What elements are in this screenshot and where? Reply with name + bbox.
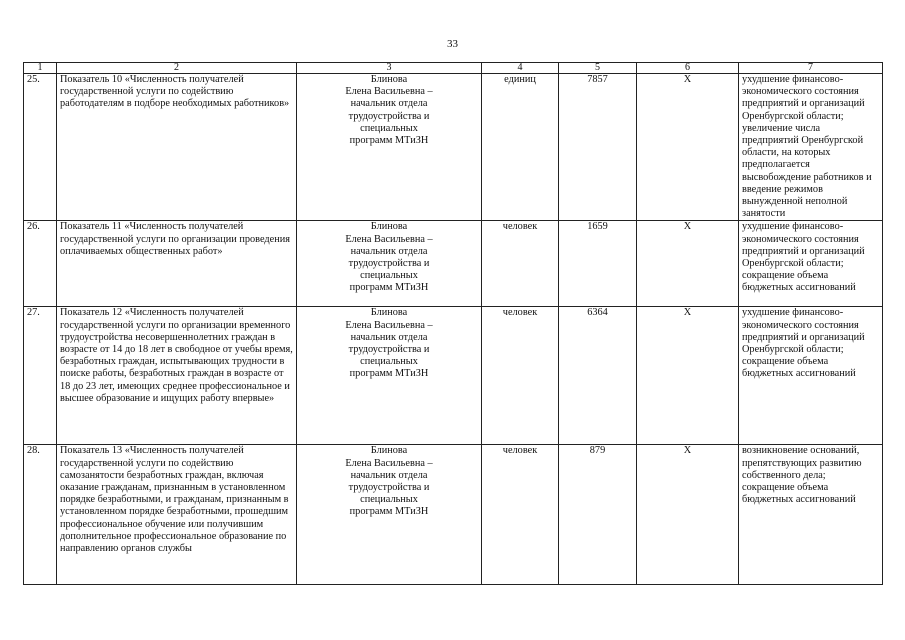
risks-cell: ухудшение финансово-экономического состояния предприятий и организаций Оренбургской области; сокращение объема бюджетных ассигнований	[739, 307, 883, 445]
risks-cell: ухудшение финансово-экономического состояния предприятий и организаций Оренбургской области; сокращение объема бюджетных ассигнований	[739, 221, 883, 307]
responsible-cell: Блинова Елена Васильевна – начальник отдела трудоустройства и специальных программ МТиЗН	[297, 74, 482, 221]
table-header-row	[24, 63, 883, 74]
value-cell: 6364	[559, 307, 637, 445]
mark-cell: Х	[637, 74, 739, 221]
value-cell: 1659	[559, 221, 637, 307]
value-cell: 879	[559, 445, 637, 585]
mark-cell: Х	[637, 445, 739, 585]
row-number: 26.	[24, 221, 57, 307]
column-header: 7	[739, 63, 883, 74]
responsible-cell: Блинова Елена Васильевна – начальник отдела трудоустройства и специальных программ МТиЗН	[297, 221, 482, 307]
table-row	[24, 74, 883, 221]
risks-cell: ухудшение финансово-экономического состояния предприятий и организаций Оренбургской области; увеличение числа предприятий Оренбургской области, на которых предполагается высвобождение работников и введение режимов вынужденной неполной занятости	[739, 74, 883, 221]
indicator-cell: Показатель 13 «Численность получателей государственной услуги по содействию самозанятости безработных граждан, включая оказание гражданам, признанным в установленном порядке безработными, и гражданам, признанным в установленном порядке безработными, прошедшим профессиональное обучение или получившим дополнительное профессиональное образование по направлению органов службы	[57, 445, 297, 585]
column-header: 2	[57, 63, 297, 74]
indicator-cell: Показатель 10 «Численность получателей государственной услуги по содействию работодателям в подборе необходимых работников»	[57, 74, 297, 221]
column-header: 5	[559, 63, 637, 74]
unit-cell: человек	[482, 221, 559, 307]
responsible-cell: Блинова Елена Васильевна – начальник отдела трудоустройства и специальных программ МТиЗН	[297, 307, 482, 445]
column-header: 4	[482, 63, 559, 74]
responsible-cell: Блинова Елена Васильевна – начальник отдела трудоустройства и специальных программ МТиЗН	[297, 445, 482, 585]
indicator-cell: Показатель 11 «Численность получателей государственной услуги по организации проведения оплачиваемых общественных работ»	[57, 221, 297, 307]
mark-cell: Х	[637, 307, 739, 445]
risks-cell: возникновение оснований, препятствующих развитию собственного дела; сокращение объема бюджетных ассигнований	[739, 445, 883, 585]
value-cell: 7857	[559, 74, 637, 221]
indicators-table	[23, 62, 883, 585]
row-number: 25.	[24, 74, 57, 221]
column-header: 1	[24, 63, 57, 74]
indicator-cell: Показатель 12 «Численность получателей государственной услуги по организации временного трудоустройства несовершеннолетних граждан в возрасте от 14 до 18 лет в свободное от учебы время, безработных граждан, испытывающих трудности в поиске работы, безработных граждан в возрасте от 18 до 23 лет, имеющих среднее профессиональное и высшее образование и ищущих работу впервые»	[57, 307, 297, 445]
row-number: 28.	[24, 445, 57, 585]
unit-cell: единиц	[482, 74, 559, 221]
row-number: 27.	[24, 307, 57, 445]
column-header: 3	[297, 63, 482, 74]
table-row	[24, 307, 883, 445]
table-row	[24, 445, 883, 585]
column-header: 6	[637, 63, 739, 74]
mark-cell: Х	[637, 221, 739, 307]
page-number: 33	[447, 38, 458, 50]
table-row	[24, 221, 883, 307]
unit-cell: человек	[482, 445, 559, 585]
unit-cell: человек	[482, 307, 559, 445]
